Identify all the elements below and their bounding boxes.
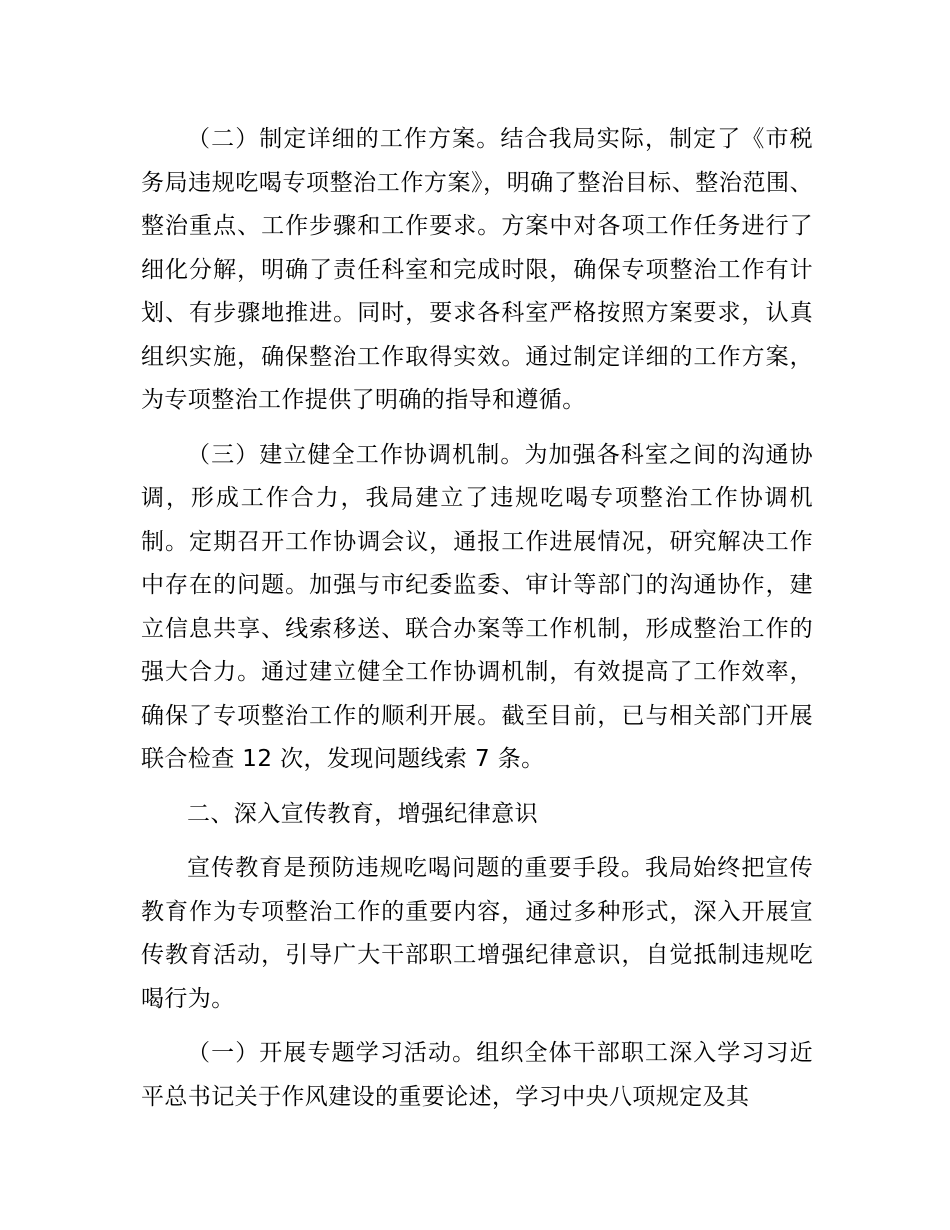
paragraph-special-study: （一）开展专题学习活动。组织全体干部职工深入学习习近平总书记关于作风建设的重要论述，学习中央八项规定及其 [141,1040,813,1110]
document-body [141,118,813,1130]
paragraph-work-plan: （二）制定详细的工作方案。结合我局实际，制定了《市税务局违规吃喝专项整治工作方案》，明确了整治目标、整治范围、整治重点、工作步骤和工作要求。方案中对各项工作任务进行了细化分解，明确了责任科室和完成时限，确保专项整治工作有计划、有步骤地推进。同时，要求各科室严格按照方案要求，认真组织实施，确保整治工作取得实效。通过制定详细的工作方案，为专项整治工作提供了明确的指导和遵循。 [141,126,813,413]
section-heading-publicity-education: 二、深入宣传教育，增强纪律意识 [187,800,538,827]
paragraph-coordination-mechanism: （三）建立健全工作协调机制。为加强各科室之间的沟通协调，形成工作合力，我局建立了违规吃喝专项整治工作协调机制。定期召开工作协调会议，通报工作进展情况，研究解决工作中存在的问题。加强与市纪委监委、审计等部门的沟通协作，建立信息共享、线索移送、联合办案等工作机制，形成整治工作的强大合力。通过建立健全工作协调机制，有效提高了工作效率，确保了专项整治工作的顺利开展。截至目前，已与相关部门开展联合检查 12 次，发现问题线索 7 条。 [141,441,813,772]
paragraph-publicity-education-intro: 宣传教育是预防违规吃喝问题的重要手段。我局始终把宣传教育作为专项整治工作的重要内容，通过多种形式，深入开展宣传教育活动，引导广大干部职工增强纪律意识，自觉抵制违规吃喝行为。 [141,855,813,1012]
